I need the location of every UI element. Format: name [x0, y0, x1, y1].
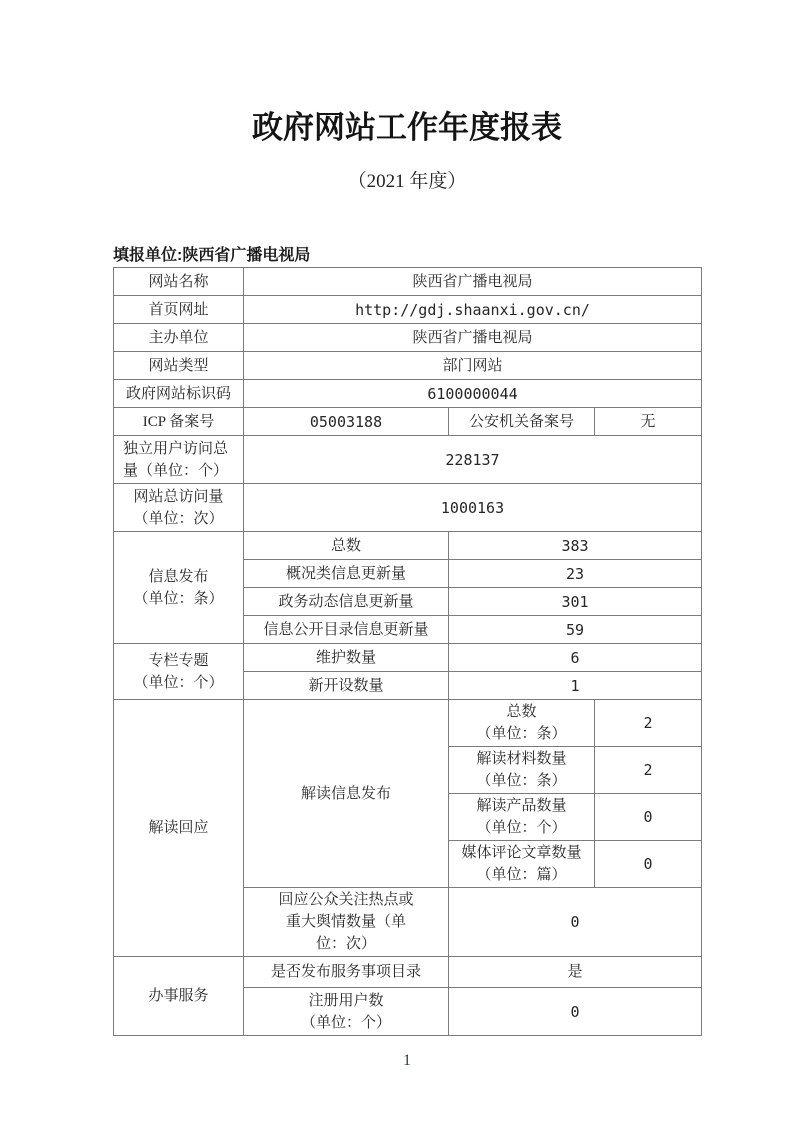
info-publish-item-value: 383: [449, 532, 702, 560]
table-row: [114, 957, 702, 988]
registered-users-unit: （单位：个）: [300, 1014, 391, 1031]
hotspot-response-label-cell: [244, 888, 449, 957]
table-row: [114, 324, 702, 352]
website-name-label: 网站名称: [114, 268, 244, 296]
website-name-value: 陕西省广播电视局: [244, 268, 702, 296]
interpret-item-value: 0: [595, 841, 702, 888]
interpret-item-label: 解读材料数量: [476, 751, 567, 767]
interpret-item-cell: [449, 794, 595, 841]
interpret-item-label: 解读产品数量: [476, 798, 567, 814]
info-publish-item-value: 301: [449, 588, 702, 616]
registered-users-value: 0: [449, 988, 702, 1036]
special-columns-group-unit: （单位：个）: [133, 674, 224, 691]
special-columns-item-label: 新开设数量: [244, 672, 449, 700]
interpret-item-unit: （单位：篇）: [476, 867, 567, 883]
info-publish-item-label: 政务动态信息更新量: [244, 588, 449, 616]
interpret-item-unit: （单位：条）: [476, 726, 567, 742]
info-publish-group-cell: [114, 532, 244, 644]
special-columns-item-label: 维护数量: [244, 644, 449, 672]
interpret-item-cell: [449, 747, 595, 794]
homepage-url-label: 首页网址: [114, 296, 244, 324]
registered-users-label-cell: [244, 988, 449, 1036]
hotspot-response-value: 0: [449, 888, 702, 957]
info-publish-item-label: 概况类信息更新量: [244, 560, 449, 588]
icp-label: ICP 备案号: [114, 408, 244, 436]
service-catalog-value: 是: [449, 957, 702, 988]
service-catalog-label: 是否发布服务事项目录: [244, 957, 449, 988]
table-row: [114, 268, 702, 296]
info-publish-item-value: 23: [449, 560, 702, 588]
table-row: [114, 296, 702, 324]
interpret-item-label: 总数: [506, 704, 537, 720]
table-row: [114, 380, 702, 408]
info-publish-item-label: 总数: [244, 532, 449, 560]
info-publish-item-value: 59: [449, 616, 702, 644]
interpret-response-group-cell: 解读回应: [114, 700, 244, 957]
info-publish-group-label: 信息发布: [148, 568, 209, 585]
icp-value: 05003188: [244, 408, 449, 436]
special-columns-group-label: 专栏专题: [148, 652, 209, 669]
site-code-label: 政府网站标识码: [114, 380, 244, 408]
table-row: [114, 644, 702, 672]
registered-users-label: 注册用户数: [308, 992, 384, 1009]
total-visits-label: [114, 484, 244, 532]
special-columns-group-cell: [114, 644, 244, 700]
interpret-item-cell: [449, 700, 595, 747]
homepage-url-value: http://gdj.shaanxi.gov.cn/: [244, 296, 702, 324]
info-publish-item-label: 信息公开目录信息更新量: [244, 616, 449, 644]
interpret-item-cell: [449, 841, 595, 888]
annual-report-table: [113, 267, 702, 1036]
interpret-item-unit: （单位：个）: [476, 820, 567, 836]
special-columns-item-value: 6: [449, 644, 702, 672]
sponsor-unit-label: 主办单位: [114, 324, 244, 352]
table-row: [114, 484, 702, 532]
table-row: [114, 408, 702, 436]
total-visits-label-line: 网站总访问量: [133, 488, 224, 505]
total-visits-unit-line: （单位：次）: [133, 510, 224, 527]
police-record-value: 无: [595, 408, 702, 436]
interpret-item-unit: （单位：条）: [476, 773, 567, 789]
site-code-value: 6100000044: [244, 380, 702, 408]
table-row: [114, 436, 702, 484]
website-type-value: 部门网站: [244, 352, 702, 380]
table-row: [114, 700, 702, 747]
table-row: [114, 532, 702, 560]
filing-unit: 填报单位:陕西省广播电视局: [113, 247, 311, 264]
table-row: [114, 352, 702, 380]
police-record-label: 公安机关备案号: [449, 408, 595, 436]
interpret-item-value: 2: [595, 747, 702, 794]
interpret-item-value: 2: [595, 700, 702, 747]
page-number: 1: [403, 1052, 411, 1069]
website-type-label: 网站类型: [114, 352, 244, 380]
unique-visitors-value: 228137: [244, 436, 702, 484]
total-visits-value: 1000163: [244, 484, 702, 532]
sponsor-unit-value: 陕西省广播电视局: [244, 324, 702, 352]
report-subtitle: （2021 年度）: [347, 171, 467, 192]
special-columns-item-value: 1: [449, 672, 702, 700]
services-group-cell: 办事服务: [114, 957, 244, 1036]
unique-visitors-label: 独立用户访问总量（单位：个）: [114, 436, 244, 484]
info-publish-group-unit: （单位：条）: [133, 590, 224, 607]
interpret-item-label: 媒体评论文章数量: [461, 845, 582, 861]
page-title: 政府网站工作年度报表: [252, 110, 562, 145]
hotspot-response-label: 回应公众关注热点或重大舆情数量（单位：次）: [278, 892, 414, 952]
interpret-publish-cell: 解读信息发布: [244, 700, 449, 888]
interpret-item-value: 0: [595, 794, 702, 841]
